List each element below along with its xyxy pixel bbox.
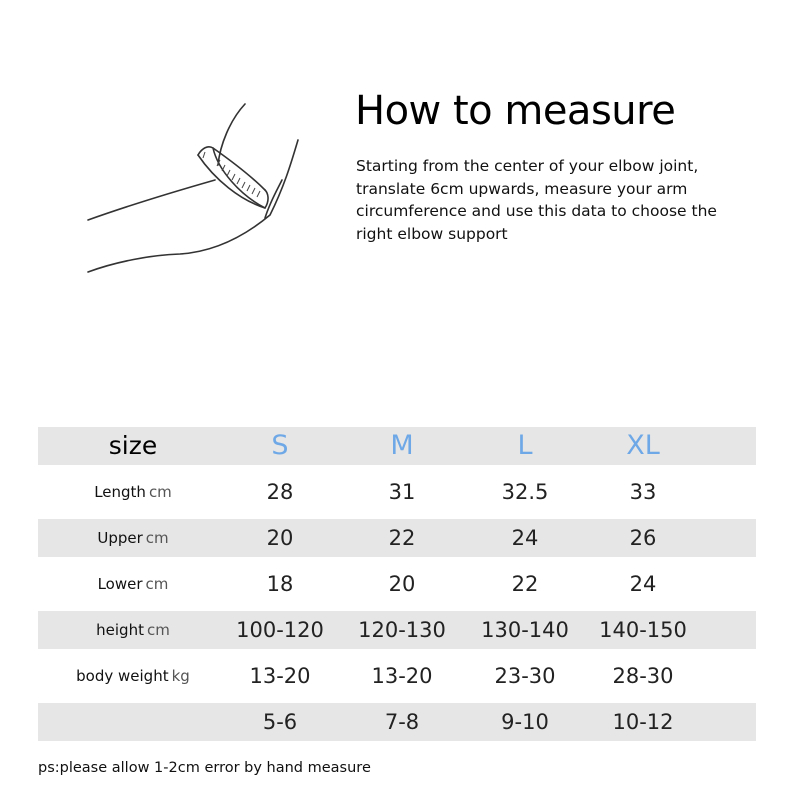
instructions-line: right elbow support — [356, 224, 508, 243]
row-label — [38, 565, 228, 603]
table-cell: 28-30 — [612, 664, 674, 688]
footnote: ps:please allow 1-2cm error by hand measure — [38, 760, 371, 776]
size-s-header: S — [271, 430, 289, 461]
size-m-header: M — [390, 430, 414, 461]
row-unit: kg — [171, 667, 190, 685]
table-cell: 13-20 — [371, 664, 433, 688]
table-cell: 24 — [629, 572, 657, 596]
table-cell: 22 — [388, 526, 416, 550]
row-unit: cm — [145, 575, 169, 593]
table-cell: 130-140 — [481, 618, 569, 642]
table-row-lower — [38, 565, 756, 603]
row-label — [38, 519, 228, 557]
row-label — [38, 703, 228, 741]
table-cell: 10-12 — [612, 710, 674, 734]
row-unit: cm — [148, 483, 172, 501]
table-cell: 33 — [629, 480, 657, 504]
table-row-body-weight — [38, 657, 756, 695]
table-cell: 24 — [511, 526, 539, 550]
arm-with-measuring-tape-icon — [70, 90, 310, 290]
instructions-line: translate 6cm upwards, measure your arm — [356, 179, 688, 198]
table-cell: 20 — [388, 572, 416, 596]
table-cell: 120-130 — [358, 618, 446, 642]
table-cell: 23-30 — [494, 664, 556, 688]
table-header-row — [38, 427, 756, 465]
size-xl-header: XL — [626, 430, 660, 461]
table-cell: 31 — [388, 480, 416, 504]
table-cell: 100-120 — [236, 618, 324, 642]
table-cell: 9-10 — [501, 710, 549, 734]
row-label-text: height — [96, 621, 144, 639]
table-cell: 26 — [629, 526, 657, 550]
row-unit: cm — [145, 529, 169, 547]
table-row-upper — [38, 519, 756, 557]
table-cell: 28 — [266, 480, 294, 504]
row-unit: cm — [146, 621, 170, 639]
row-label-text: Lower — [97, 575, 143, 593]
table-cell: 5-6 — [262, 710, 298, 734]
row-label-text: Upper — [97, 529, 143, 547]
size-chart-table — [38, 427, 756, 749]
table-cell: 22 — [511, 572, 539, 596]
instructions-line: Starting from the center of your elbow joint, — [356, 157, 699, 175]
size-header-label: size — [108, 431, 158, 460]
row-label — [38, 657, 228, 695]
row-label-text: body weight — [76, 667, 169, 685]
table-cell: 140-150 — [599, 618, 687, 642]
instructions — [356, 155, 776, 245]
table-row-height — [38, 611, 756, 649]
table-cell: 18 — [266, 572, 294, 596]
page-title: How to measure — [355, 88, 676, 134]
table-cell: 7-8 — [384, 710, 420, 734]
row-label — [38, 473, 228, 511]
row-label — [38, 611, 228, 649]
table-cell: 32.5 — [501, 480, 549, 504]
table-cell: 20 — [266, 526, 294, 550]
table-row-age — [38, 703, 756, 741]
instructions-line: circumference and use this data to choose the — [356, 202, 717, 220]
row-label-text: Length — [94, 483, 146, 501]
table-row-length — [38, 473, 756, 511]
table-cell: 13-20 — [249, 664, 311, 688]
size-l-header: L — [517, 430, 533, 461]
